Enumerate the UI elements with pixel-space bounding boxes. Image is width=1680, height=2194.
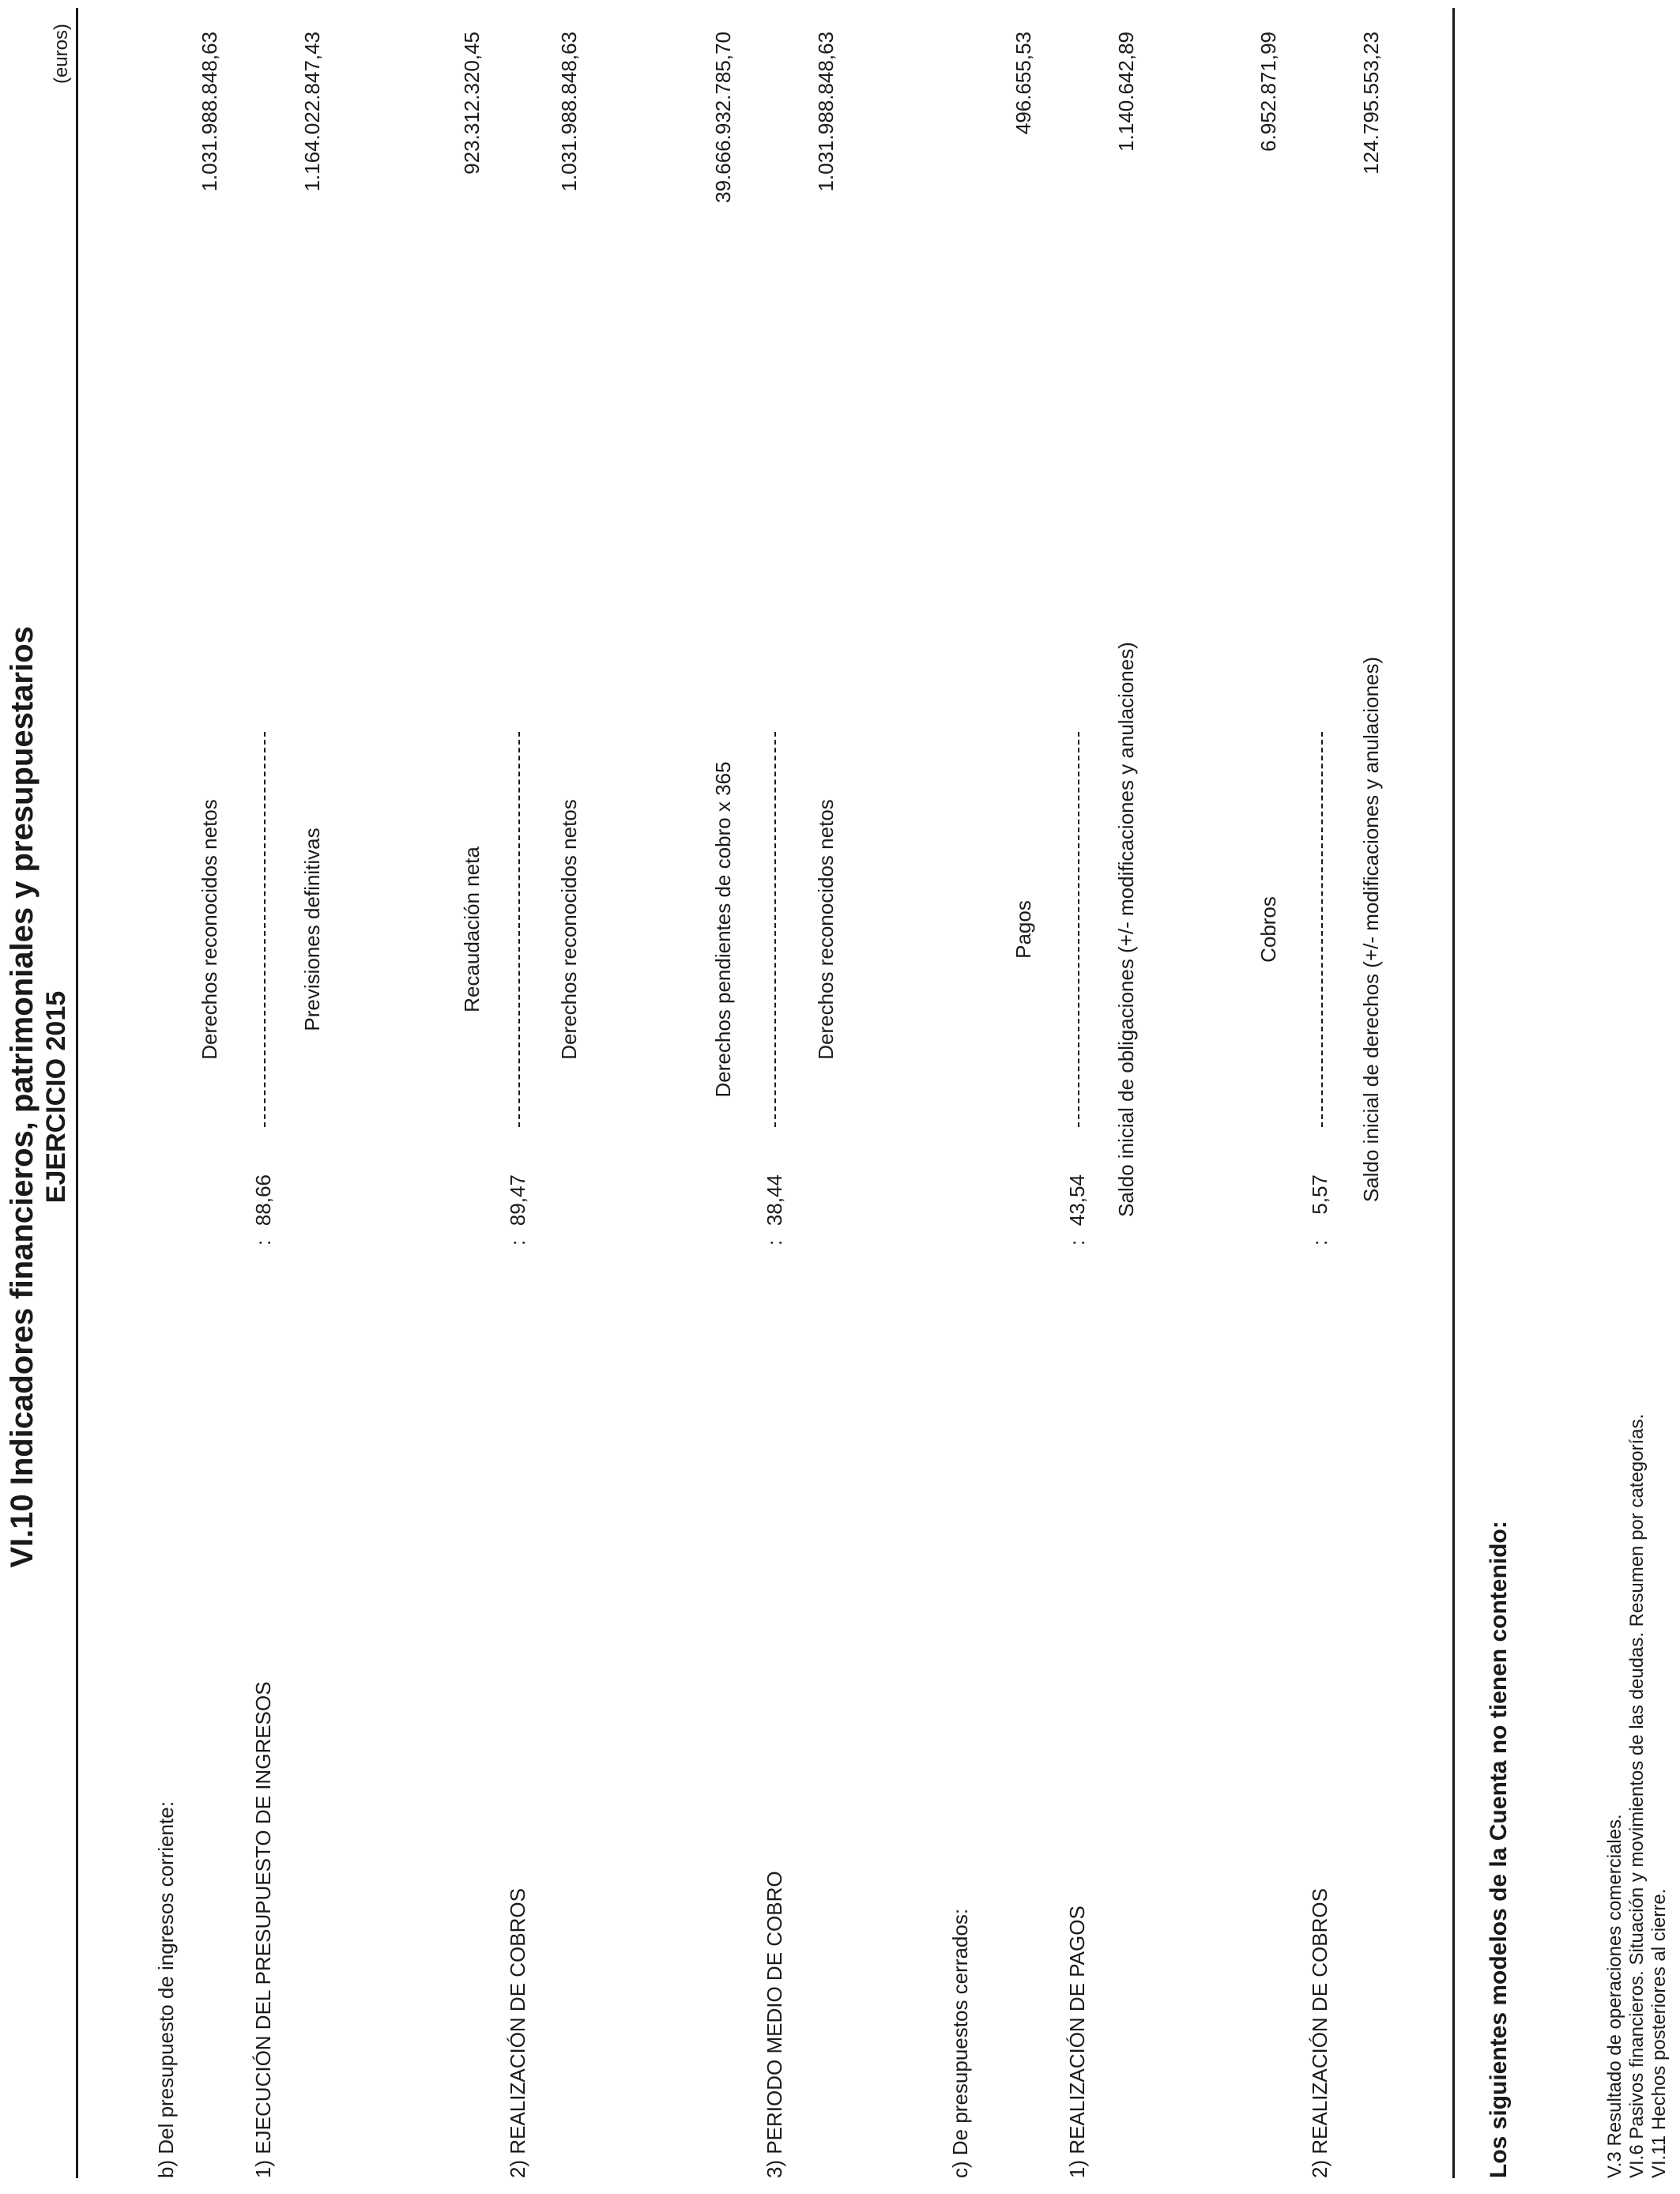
fraction-line [1321,732,1323,1127]
denominator-amount: 1.031.988.848,63 [557,32,581,192]
numerator-amount: 6.952.871,99 [1256,32,1280,152]
indicator-name: 2) REALIZACIÓN DE COBROS [1308,1888,1332,2178]
numerator-amount: 39.666.932.785,70 [711,32,735,203]
numerator-label: Recaudación neta [460,846,484,1012]
indicator-name: 2) REALIZACIÓN DE COBROS [506,1888,529,2178]
indicator-colon: : [506,1239,529,1246]
numerator-amount: 1.031.988.848,63 [198,32,221,192]
indicator-name: 1) REALIZACIÓN DE PAGOS [1065,1906,1089,2178]
indicator-value: 89,47 [506,1174,529,1227]
indicator-value: 38,44 [763,1174,786,1227]
fraction-line [518,732,520,1127]
indicator-name: 3) PERIODO MEDIO DE COBRO [763,1871,786,2178]
denominator-amount: 1.140.642,89 [1114,32,1138,152]
denominator-label: Derechos reconocidos netos [557,799,581,1060]
numerator-label: Pagos [1011,900,1035,959]
bottom-rule [1452,8,1455,2178]
indicator-value: 5,57 [1308,1174,1332,1215]
footer-title: Los siguientes modelos de la Cuenta no tienen contenido: [1486,1521,1512,2178]
footer-item: VI.6 Pasivos financieros. Situación y movimientos de las deudas. Resumen por categorías. [1626,1413,1648,2178]
top-rule [76,8,78,2178]
numerator-label: Derechos pendientes de cobro x 365 [711,761,735,1098]
footer-item: V.3 Resultado de operaciones comerciales. [1604,1814,1625,2178]
denominator-amount: 124.795.553,23 [1359,32,1383,175]
indicator-colon: : [1065,1239,1089,1246]
fraction-line [1078,732,1079,1127]
indicator-colon: : [763,1239,786,1246]
denominator-amount: 1.164.022.847,43 [300,32,324,192]
currency-units: (euros) [51,24,72,85]
footer-item: VI.11 Hechos posteriores al cierre. [1648,1888,1670,2178]
denominator-label: Saldo inicial de obligaciones (+/- modificaciones y anulaciones) [1114,642,1138,1217]
numerator-amount: 923.312.320,45 [460,32,484,175]
section-label-ingresos-corriente: b) Del presupuesto de ingresos corriente: [154,1801,178,2178]
denominator-label: Derechos reconocidos netos [814,799,838,1060]
denominator-label: Previsiones definitivas [300,827,324,1031]
section-label-presupuestos-cerrados: c) De presupuestos cerrados: [948,1908,972,2178]
indicator-value: 88,66 [251,1174,275,1227]
indicator-colon: : [1308,1239,1332,1246]
page-subtitle: EJERCICIO 2015 [41,990,71,1204]
indicator-colon: : [251,1239,275,1246]
indicator-name: 1) EJECUCIÓN DEL PRESUPUESTO DE INGRESOS [251,1681,275,2178]
fraction-line [264,732,266,1127]
fraction-line [774,732,776,1127]
numerator-amount: 496.655,53 [1011,32,1035,135]
numerator-label: Cobros [1256,896,1280,963]
indicator-value: 43,54 [1065,1174,1089,1227]
denominator-amount: 1.031.988.848,63 [814,32,838,192]
denominator-label: Saldo inicial de derechos (+/- modificaciones y anulaciones) [1359,656,1383,1203]
page-title: VI.10 Indicadores financieros, patrimoniales y presupuestarios [5,626,40,1568]
numerator-label: Derechos reconocidos netos [198,799,221,1060]
